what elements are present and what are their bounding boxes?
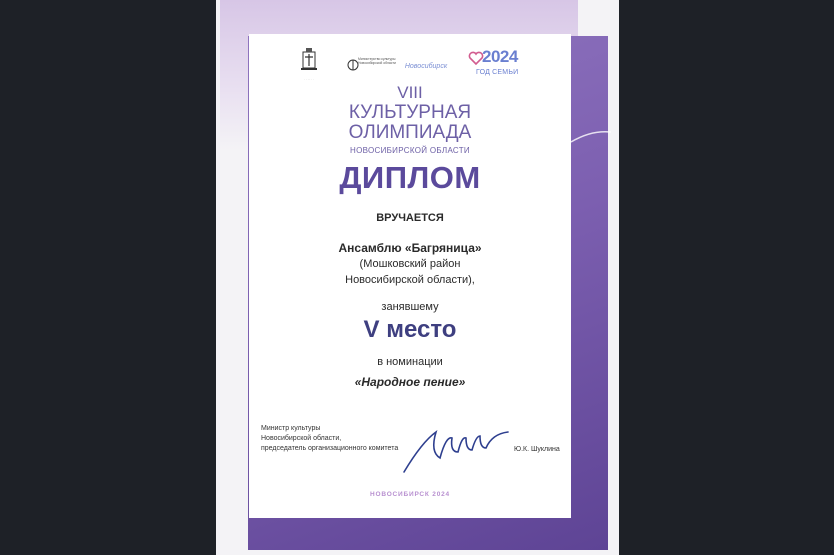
olympiad-title-line1: КУЛЬТУРНАЯ	[348, 102, 472, 123]
taking-label: занявшему	[381, 301, 439, 313]
year-logo-caption: ГОД СЕМЬИ	[476, 69, 519, 76]
ministry-label: Министерство культуры Новосибирской области	[358, 57, 396, 65]
place-award: V место	[363, 316, 457, 343]
signer-role-line3: председатель организационного комитета	[261, 445, 399, 452]
recipient-name: Ансамблю «Багряница»	[338, 241, 482, 255]
coat-of-arms-icon	[300, 48, 318, 78]
signer-name: Ю.К. Шуклина	[514, 446, 560, 453]
nomination-prefix: в номинации	[377, 356, 443, 368]
recipient-location-line1: (Мошковский район	[359, 258, 461, 270]
olympiad-title-line2: ОЛИМПИАДА	[348, 122, 472, 143]
footer-city-year: НОВОСИБИРСК 2024	[370, 491, 450, 498]
coat-caption: · · · · · ·	[303, 77, 315, 81]
recipient-location-line2: Новосибирской области),	[345, 274, 475, 286]
nomination-name: «Народное пение»	[354, 375, 466, 389]
olympiad-region: НОВОСИБИРСКОЙ ОБЛАСТИ	[350, 146, 470, 155]
olympiad-number: VIII	[397, 83, 423, 102]
handwritten-signature	[400, 422, 510, 476]
year-logo-number: 2024	[482, 47, 518, 66]
signer-role-line1: Министр культуры	[261, 425, 321, 432]
signer-role-line2: Новосибирской области,	[261, 435, 342, 442]
decorative-swoosh	[571, 120, 611, 180]
diploma-title: ДИПЛОМ	[339, 160, 481, 195]
city-logo: Новосибирск	[404, 63, 448, 70]
awarded-label: ВРУЧАЕТСЯ	[376, 212, 444, 224]
